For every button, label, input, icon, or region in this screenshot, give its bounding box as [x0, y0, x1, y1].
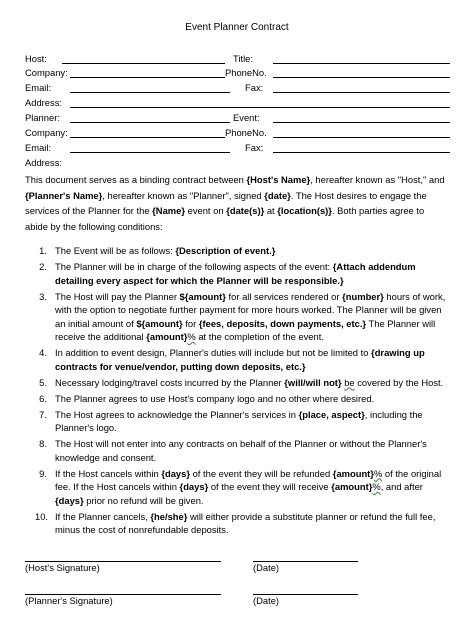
- fax2-line[interactable]: [273, 152, 450, 153]
- locations-placeholder: {location(s)}: [277, 205, 332, 216]
- item-text: In addition to event design, Planner's duties will include but not be limited to: [55, 347, 372, 358]
- item-number: 3.: [39, 290, 47, 302]
- event-label: Event:: [233, 112, 260, 123]
- email2-row: [25, 142, 450, 154]
- item-placeholder: {Attach addendum detailing every aspect for which the Planner will be responsible.}: [55, 261, 416, 286]
- item-text: %: [372, 481, 381, 492]
- item-text: of the event they will receive: [208, 481, 332, 492]
- fax2-label: Fax:: [245, 142, 264, 153]
- address2-label: Address:: [25, 157, 62, 168]
- intro-text: This document serves as a binding contract between: [25, 174, 247, 185]
- fax-line[interactable]: [273, 92, 450, 93]
- list-item: [25, 510, 447, 537]
- item-number: 9.: [39, 467, 47, 479]
- item-text: If the Planner cancels,: [55, 510, 151, 522]
- item-text: , including the Planner's logo.: [55, 408, 423, 433]
- intro-text: . Both parties agree to abide by the following conditions:: [25, 205, 425, 232]
- phone2-line[interactable]: [273, 137, 450, 138]
- list-item: [25, 260, 447, 287]
- email-row: [25, 82, 450, 94]
- phone-label: PhoneNo.: [225, 67, 267, 78]
- address-row: [25, 97, 450, 109]
- item-text: of the original fee. If the Host cancels within: [55, 467, 442, 492]
- item-text: The Planner will be in charge of the following aspects of the event:: [55, 261, 333, 272]
- list-item: [25, 408, 447, 435]
- item-placeholder: {fees, deposits, down payments, etc.}: [198, 317, 367, 329]
- item-number: 1.: [39, 245, 47, 256]
- intro-paragraph: [25, 172, 447, 234]
- item-placeholder: {place, aspect}: [298, 408, 365, 420]
- host-line[interactable]: [62, 63, 225, 64]
- item-text: Necessary lodging/travel costs incurred by the Planner: [55, 376, 285, 388]
- item-placeholder: {will/will not}: [284, 376, 342, 388]
- intro-text: . The Host desires to engage the services of the Planner for the: [25, 189, 427, 216]
- item-placeholder: ${amount}: [136, 317, 183, 329]
- item-text: for all services rendered or: [225, 290, 343, 302]
- item-number: 6.: [39, 392, 47, 404]
- address-line[interactable]: [70, 107, 450, 108]
- email2-label: Email:: [25, 142, 52, 153]
- planner-signature-label: (Planner's Signature): [25, 595, 113, 606]
- item-text: The Planner will receive the additional: [55, 317, 436, 342]
- address2-row: [25, 157, 450, 169]
- company-line[interactable]: [70, 77, 225, 78]
- dates-placeholder: {date(s)}: [226, 205, 265, 216]
- list-item: [25, 290, 447, 344]
- host-signature-label: (Host's Signature): [25, 562, 100, 573]
- item-text: of the event they will be refunded: [189, 467, 333, 479]
- intro-text: at: [264, 205, 278, 216]
- item-number: 2.: [39, 261, 47, 272]
- item-text: , and after: [380, 481, 423, 492]
- item-text: will either provide a substitute planner or refund the full fee, minus the cost of nonrefundable deposits.: [55, 510, 436, 535]
- item-text: at the completion of the event.: [195, 331, 324, 342]
- date2-label: (Date): [253, 595, 280, 606]
- item-number: 10.: [35, 510, 49, 522]
- intro-text: event on: [185, 205, 227, 216]
- list-item: [25, 392, 447, 406]
- list-item: [25, 244, 447, 258]
- item-number: 8.: [39, 438, 47, 449]
- item-placeholder: {days}: [55, 494, 84, 506]
- phone2-label: PhoneNo.: [225, 127, 267, 138]
- event-name-placeholder: {Name}: [152, 205, 185, 216]
- email-line[interactable]: [70, 92, 230, 93]
- item-text: covered by the Host.: [354, 376, 444, 388]
- intro-text: , hereafter known as "Host," and: [310, 174, 445, 185]
- company-label: Company:: [25, 67, 68, 78]
- item-text: The Host will pay the Planner: [55, 290, 180, 302]
- address-label: Address:: [25, 97, 62, 108]
- item-placeholder: {number}: [342, 290, 384, 302]
- item-text: The Host will not enter into any contracts on behalf of the Planner or without the Planner's knowledge and consent.: [55, 438, 427, 463]
- item-number: 4.: [39, 347, 47, 358]
- item-placeholder: {amount}: [146, 331, 188, 342]
- item-placeholder: {he/she}: [150, 510, 188, 522]
- item-text: The Planner agrees to use Host's company logo and no other where desired.: [55, 392, 375, 404]
- item-text: be: [344, 376, 355, 388]
- item-text: If the Host cancels within: [55, 467, 162, 479]
- event-line[interactable]: [273, 122, 450, 123]
- item-number: 7.: [39, 408, 47, 420]
- document-title: Event Planner Contract: [185, 22, 289, 33]
- planner-name-placeholder: {Planner's Name}: [25, 189, 103, 201]
- item-text: hours of work, with the option to negotiate further payment for more hours worked. The Planner will be given an initial amount of: [55, 290, 446, 329]
- company2-line[interactable]: [70, 137, 225, 138]
- company2-row: [25, 127, 450, 139]
- list-item: [25, 376, 447, 390]
- list-item: [25, 467, 447, 508]
- company2-label: Company:: [25, 127, 68, 138]
- host-label: Host:: [25, 53, 47, 64]
- fax-label: Fax:: [245, 82, 264, 93]
- item-text: The Host agrees to acknowledge the Planner's services in: [55, 408, 299, 420]
- host-name-placeholder: {Host's Name}: [246, 174, 311, 185]
- item-placeholder: {days}: [179, 481, 209, 492]
- item-text: %: [187, 331, 196, 342]
- item-text: for: [182, 317, 199, 329]
- planner-row: [25, 112, 450, 124]
- item-number: 5.: [39, 376, 47, 388]
- phone-line[interactable]: [273, 77, 450, 78]
- item-placeholder: {amount}: [332, 467, 374, 479]
- planner-label: Planner:: [25, 112, 60, 123]
- conditions-list: [25, 244, 447, 539]
- item-placeholder: {amount}: [331, 481, 373, 492]
- title-line[interactable]: [273, 63, 450, 64]
- item-text: The Event will be as follows:: [55, 245, 176, 256]
- item-placeholder: {days}: [161, 467, 190, 479]
- host-row: [25, 53, 450, 65]
- list-item: [25, 346, 447, 373]
- email2-line[interactable]: [70, 152, 230, 153]
- date1-label: (Date): [253, 562, 280, 573]
- item-text: %: [373, 467, 383, 479]
- planner-line[interactable]: [70, 122, 230, 123]
- item-placeholder: {Description of event.}: [175, 245, 276, 256]
- item-placeholder: {drawing up contracts for venue/vendor, putting down deposits, etc.}: [55, 347, 425, 372]
- company-row: [25, 67, 450, 79]
- email-label: Email:: [25, 82, 52, 93]
- item-text: prior no refund will be given.: [83, 494, 204, 506]
- title-label: Title:: [233, 53, 253, 64]
- date-placeholder: {date}: [264, 189, 291, 201]
- intro-text: , hereafter known as "Planner", signed: [102, 189, 265, 201]
- list-item: [25, 437, 447, 464]
- item-placeholder: ${amount}: [179, 290, 226, 302]
